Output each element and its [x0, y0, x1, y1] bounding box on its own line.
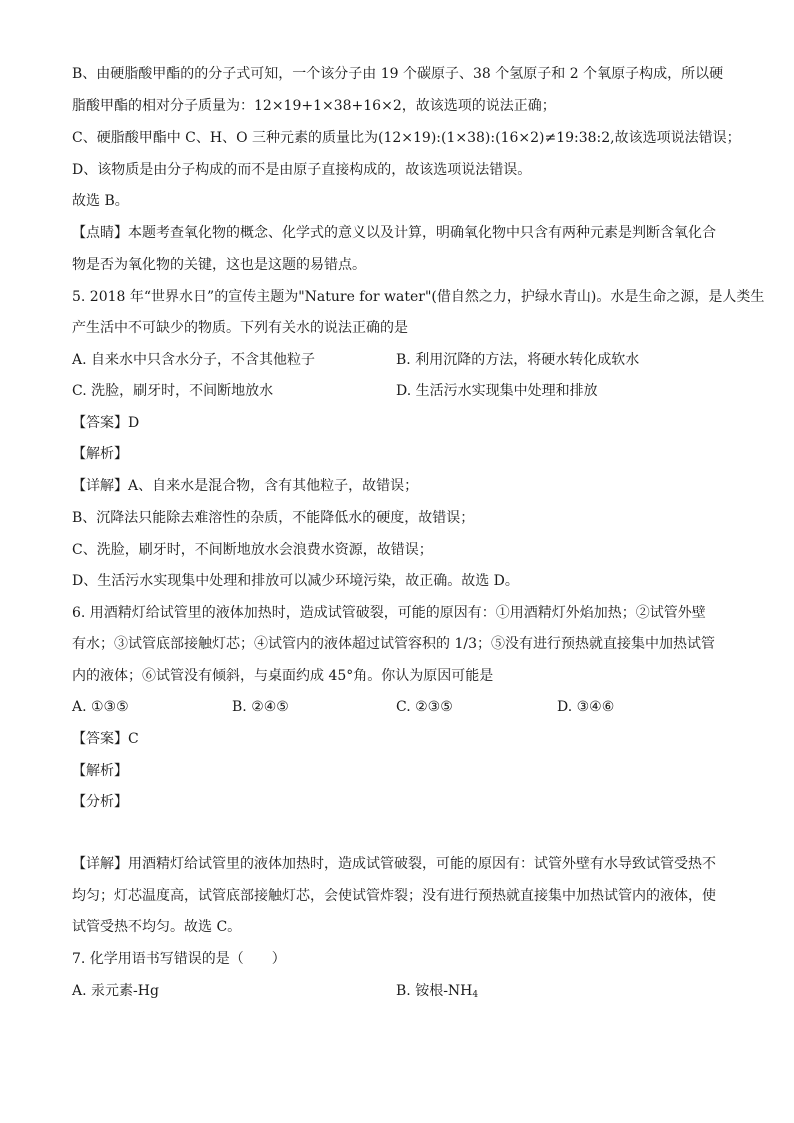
text-line: C、洗脸，刷牙时，不间断地放水会浪费水资源，故错误； [72, 542, 433, 558]
text-line: 脂酸甲酯的相对分子质量为：12×19+1×38+16×2，故该选项的说法正确； [72, 98, 556, 114]
question-6-stem: 内的液体；⑥试管没有倾斜，与桌面约成 45°角。你认为原因可能是 [72, 668, 494, 684]
text-line: B、沉降法只能除去难溶性的杂质，不能降低水的硬度，故错误； [72, 510, 475, 526]
text-line: 试管受热不均匀。故选 C。 [72, 919, 242, 935]
answer-label: 【答案】C [72, 731, 139, 747]
text-line: D、生活污水实现集中处理和排放可以减少环境污染，故正确。故选 D。 [72, 573, 519, 589]
text-line: 物是否为氧化物的关键，这也是这题的易错点。 [72, 257, 366, 273]
answer-label: 【答案】D [72, 415, 140, 431]
question-6-stem: 有水；③试管底部接触灯芯；④试管内的液体超过试管容积的 1/3；⑤没有进行预热就直接集中加热试管 [72, 636, 715, 652]
question-7-stem: 7. 化学用语书写错误的是（ ） [72, 951, 286, 967]
q7-option-b [396, 981, 478, 1001]
q5-option-d: D. 生活污水实现集中处理和排放 [396, 383, 598, 399]
q6-option-b: B. ②④⑤ [232, 699, 289, 715]
analysis-label: 【解析】 [72, 763, 128, 779]
q6-option-c: C. ②③⑤ [396, 699, 453, 715]
text-line: B、由硬脂酸甲酯的的分子式可知，一个该分子由 19 个碳原子、38 个氢原子和 2 个氧原子构成，所以硬 [72, 66, 724, 82]
text-line: 【点睛】本题考查氧化物的概念、化学式的意义以及计算，明确氧化物中只含有两种元素是判断含氧化合 [72, 225, 716, 241]
question-5-stem: 产生活中不可缺少的物质。下列有关水的说法正确的是 [72, 320, 408, 336]
text-line: C、硬脂酸甲酯中 C、H、O 三种元素的质量比为(12×19):(1×38):(16×2)≠19:38:2,故该选项说法错误； [72, 130, 741, 146]
q5-option-c: C. 洗脸，刷牙时，不间断地放水 [72, 383, 274, 399]
q6-option-a: A. ①③⑤ [72, 699, 129, 715]
q5-option-b: B. 利用沉降的方法，将硬水转化成软水 [396, 352, 640, 368]
fenxi-label: 【分析】 [72, 794, 128, 810]
text-line: 【详解】A、自来水是混合物，含有其他粒子，故错误； [72, 478, 419, 494]
q7-option-b-text: B. 铵根-NH [396, 983, 473, 999]
q6-option-d: D. ③④⑥ [557, 699, 615, 715]
text-line: D、该物质是由分子构成的而不是由原子直接构成的，故该选项说法错误。 [72, 162, 532, 178]
question-5-stem: 5. 2018 年“世界水日”的宣传主题为"Nature for water"(借自然之力，护绿水青山)。水是生命之源，是人类生 [72, 289, 765, 305]
q7-option-b-subscript: 4 [472, 990, 479, 1000]
q7-option-a: A. 汞元素-Hg [72, 983, 159, 999]
text-line: 【详解】用酒精灯给试管里的液体加热时，造成试管破裂，可能的原因有：试管外壁有水导致试管受热不 [72, 856, 716, 872]
analysis-label: 【解析】 [72, 446, 128, 462]
text-line: 均匀；灯芯温度高，试管底部接触灯芯，会使试管炸裂；没有进行预热就直接集中加热试管内的液体，使 [72, 888, 716, 904]
q5-option-a: A. 自来水中只含水分子，不含其他粒子 [72, 352, 316, 368]
text-line: 故选 B。 [72, 193, 129, 209]
question-6-stem: 6. 用酒精灯给试管里的液体加热时，造成试管破裂，可能的原因有：①用酒精灯外焰加热；②试管外壁 [72, 605, 706, 621]
